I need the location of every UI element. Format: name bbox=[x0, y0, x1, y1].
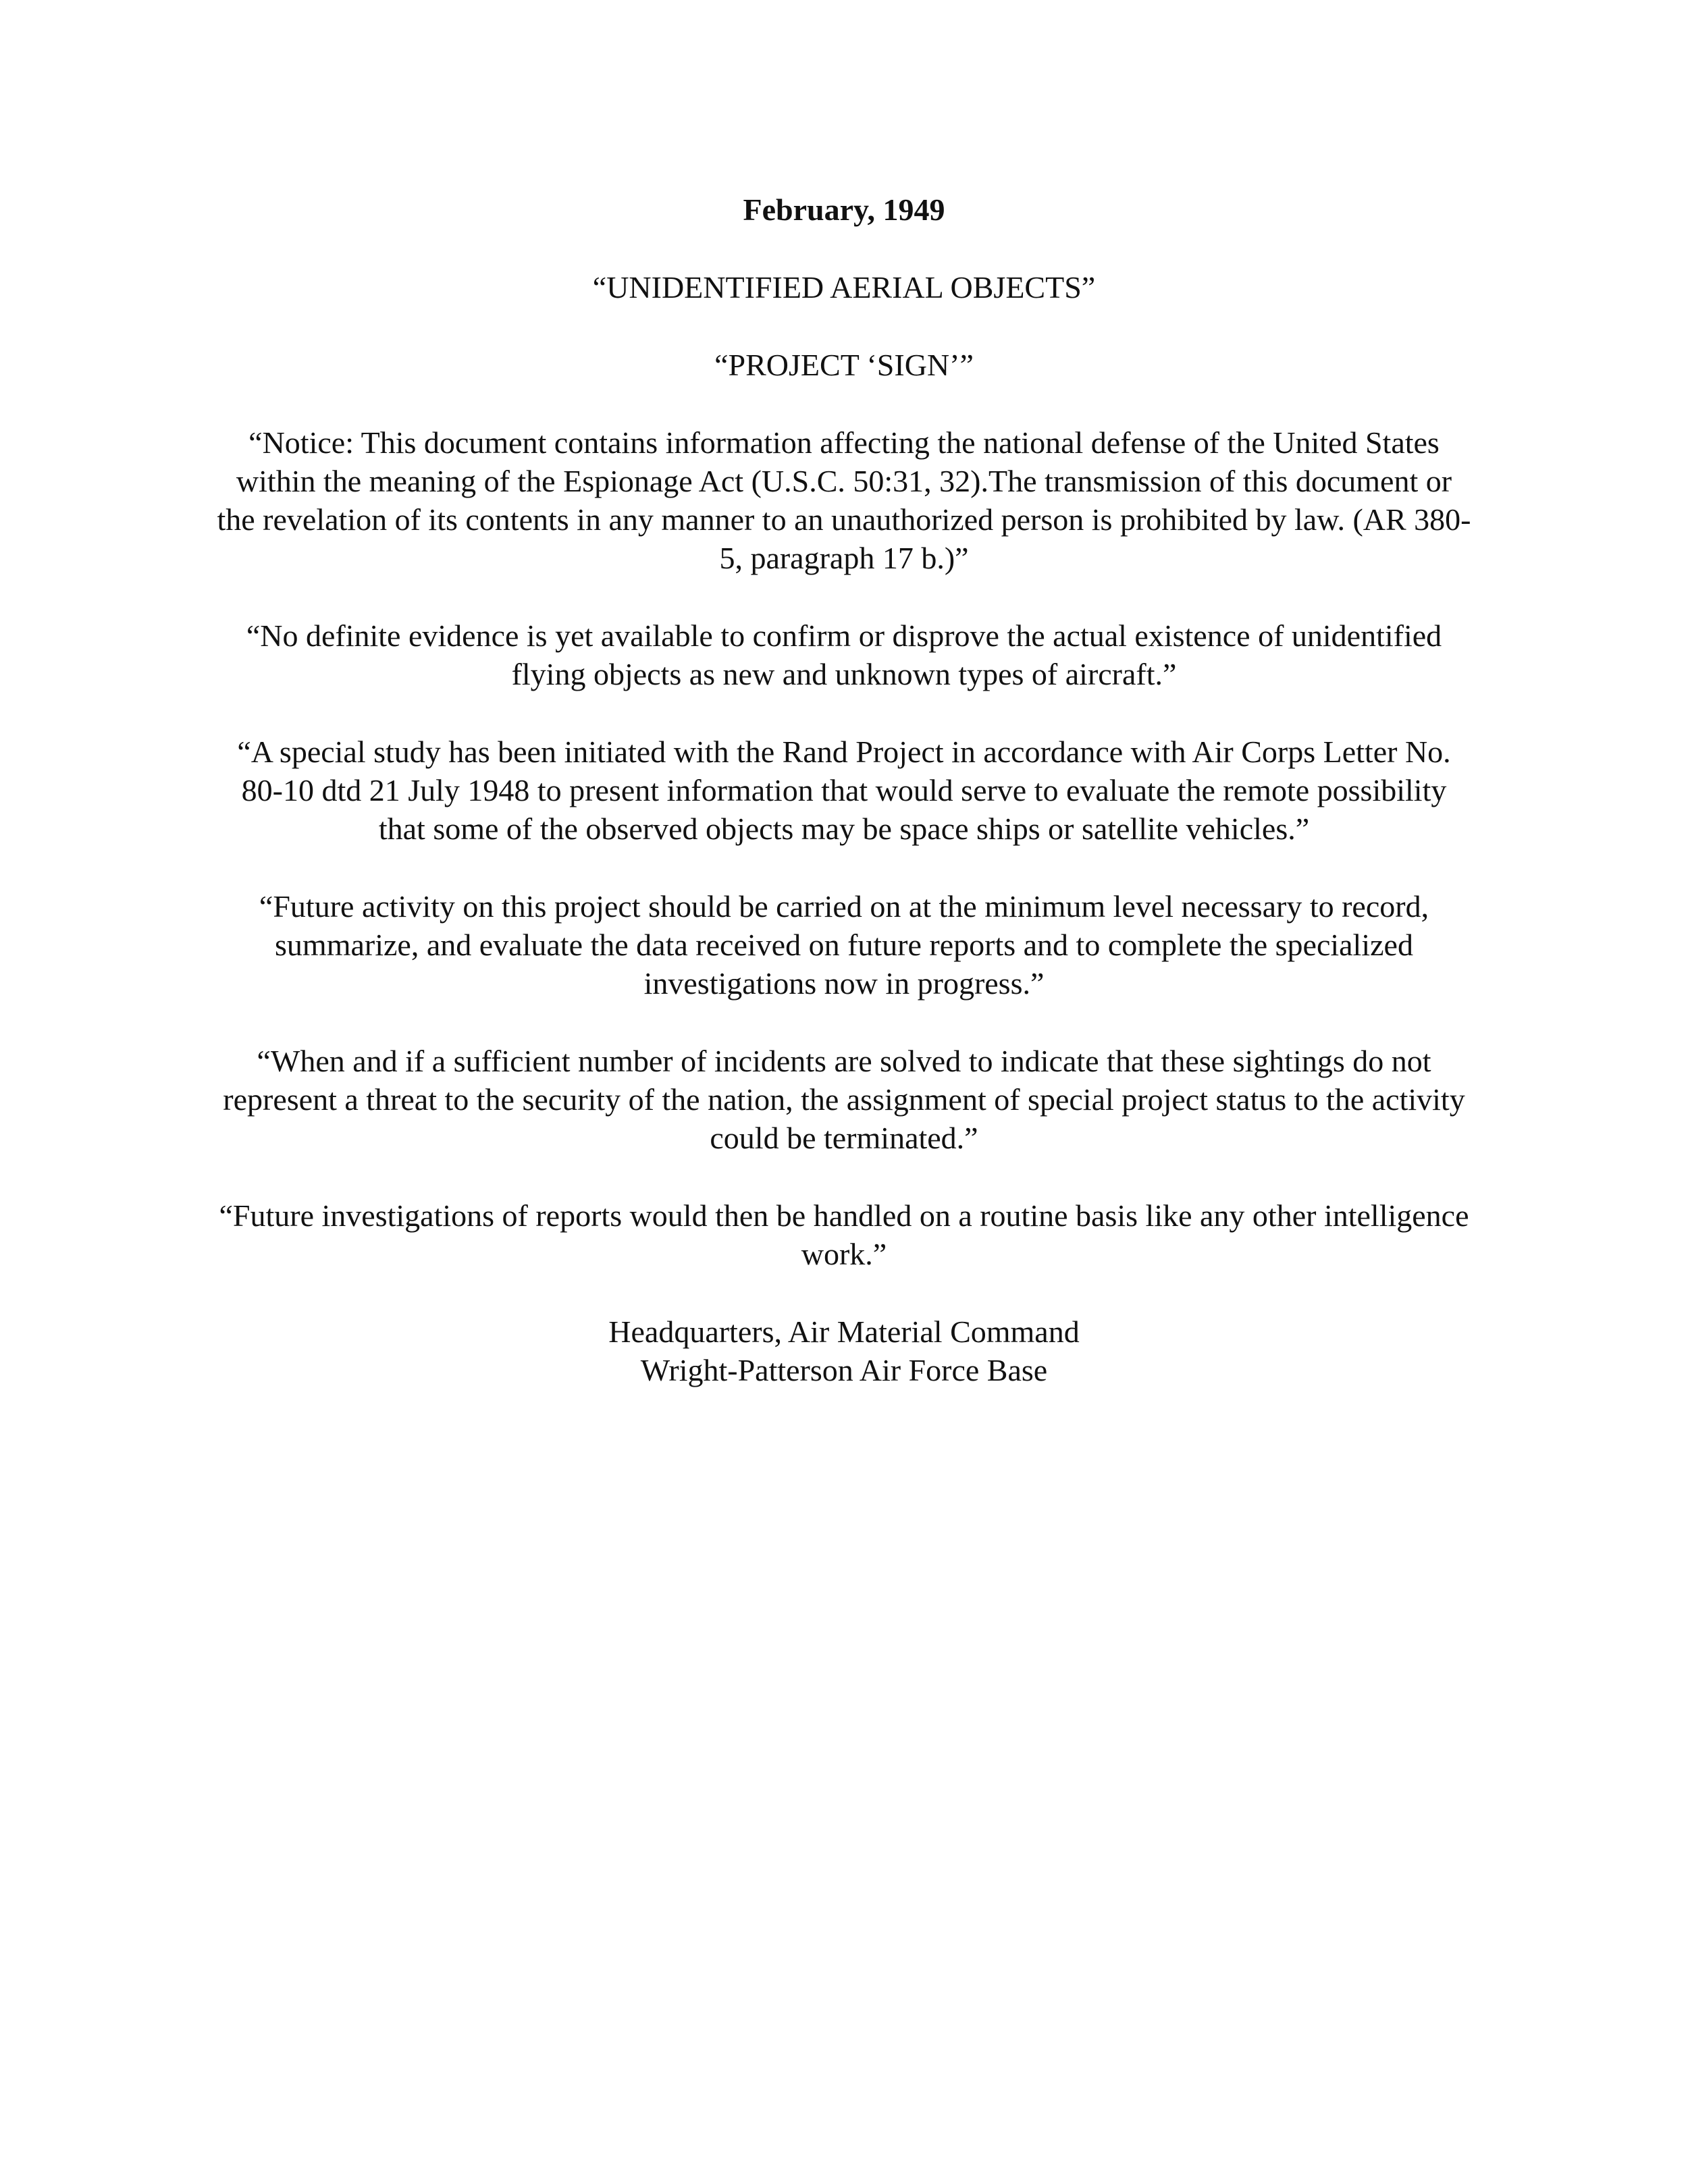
signature-block bbox=[216, 1312, 1472, 1389]
evidence-paragraph: “No definite evidence is yet available to confirm or disprove the actual existence of unidentified flying objects as new and unknown types of aircraft.” bbox=[246, 618, 1442, 691]
termination-paragraph: “When and if a sufficient number of incidents are solved to indicate that these sightings do not represent a threat to the security of the nation, the assignment of special project status to the activity could be terminated.” bbox=[223, 1044, 1465, 1155]
signature-line-base: Wright-Patterson Air Force Base bbox=[640, 1353, 1048, 1387]
document-subtitle: “PROJECT ‘SIGN’” bbox=[714, 348, 974, 382]
rand-study-paragraph: “A special study has been initiated with the Rand Project in accordance with Air Corps Letter No. 80-10 dtd 21 July 1948 to present information that would serve to evaluate the remote possibility that some of the observed objects may be space ships or satellite vehicles.” bbox=[237, 735, 1451, 846]
routine-basis-paragraph: “Future investigations of reports would then be handled on a routine basis like any other intelligence work.” bbox=[219, 1198, 1469, 1271]
document-title: “UNIDENTIFIED AERIAL OBJECTS” bbox=[592, 270, 1096, 304]
future-activity-paragraph: “Future activity on this project should be carried on at the minimum level necessary to record, summarize, and evaluate the data received on future reports and to complete the specialized investigations now in progress.” bbox=[259, 889, 1429, 1001]
notice-paragraph: “Notice: This document contains information affecting the national defense of the United States within the meaning of the Espionage Act (U.S.C. 50:31, 32).The transmission of this document or the revelation of its contents in any manner to an unauthorized person is prohibited by law. (AR 380-5, paragraph 17 b.)” bbox=[217, 425, 1471, 575]
signature-line-headquarters: Headquarters, Air Material Command bbox=[608, 1314, 1080, 1349]
document-date: February, 1949 bbox=[743, 192, 945, 227]
document-body bbox=[216, 190, 1472, 1389]
